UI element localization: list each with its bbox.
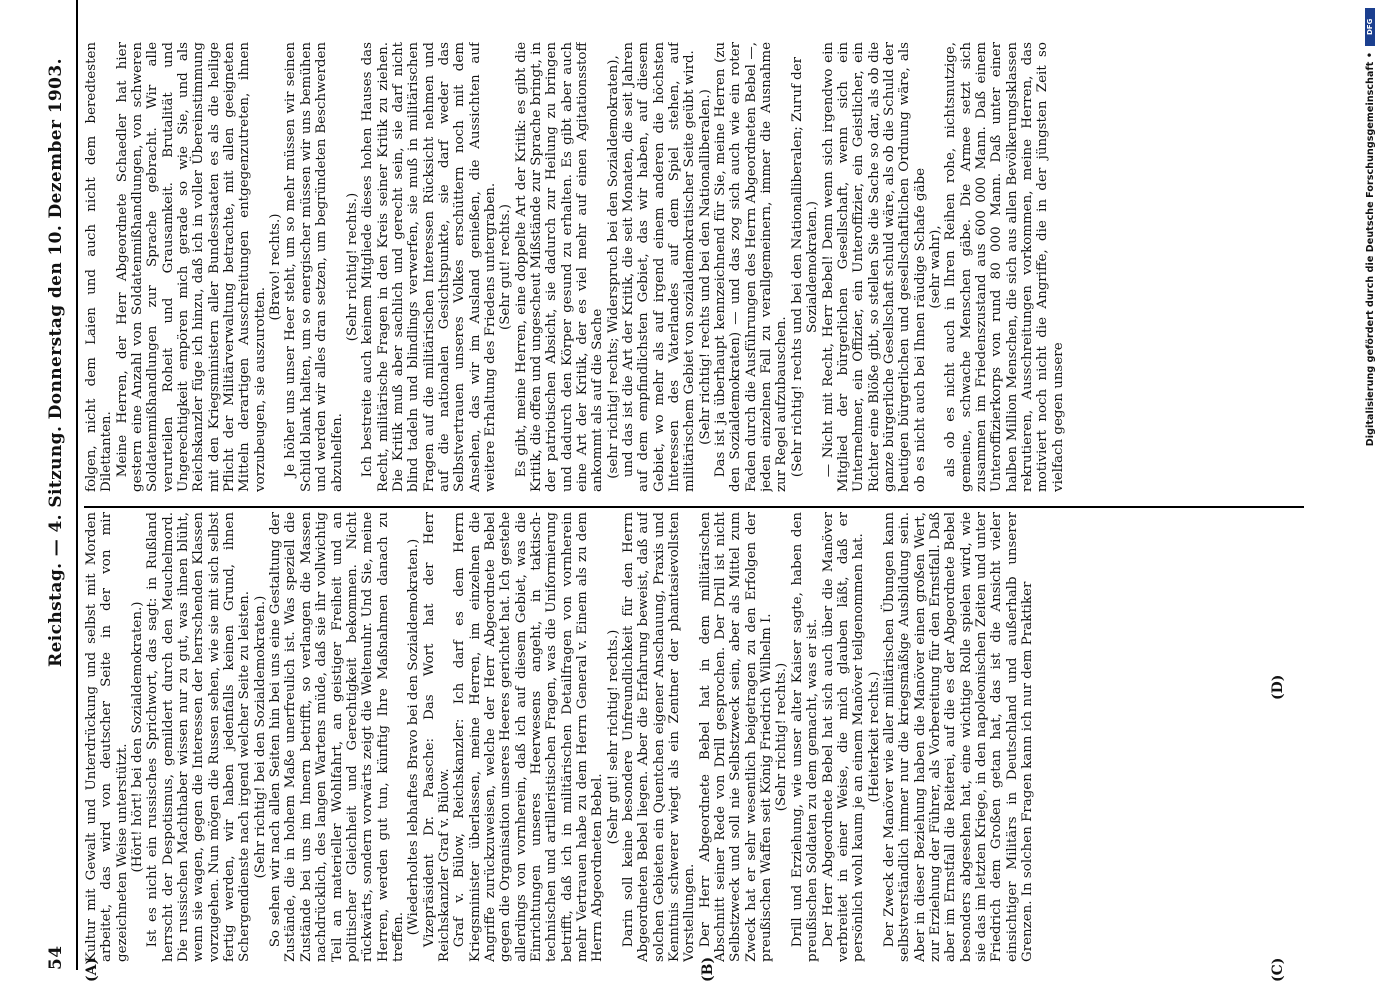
paragraph: (sehr wahr),: [927, 225, 943, 309]
paragraph: Der Zweck der Manöver wie aller militärischen Übungen kann selbstverständlich immer nur die kriegsmäßige Ausbildung sein. Aber in dieser Beziehung haben die Manöver einen großen Wert, zur Erziehung der Führer, als Vorbereitung für den Ernstfall. Daß aber im Ernstfall die Reiterei, auf die es der Abgeordnete Bebel besonders abgesehen hat, eine wichtige Rolle spielen wird, wie sie das im letzten Kriege, in den napoleonischen Zeiten und unter Friedrich dem Großen getan hat, das ist die Ansicht vieler einsichtiger Militärs in Deutschland und außerhalb unserer Grenzen. In solchen Fragen kann ich nur dem Praktiker: [881, 512, 1035, 962]
paragraph: Vizepräsident Dr. Paasche: Das Wort hat der Herr Reichskanzler Graf v. Bülow.: [421, 512, 452, 962]
paragraph: (Sehr richtig! rechts.): [774, 662, 790, 812]
paragraph: folgen, nicht dem Laien und auch nicht dem beredtesten Dilettanten.: [84, 42, 115, 492]
paragraph: (Sehr richtig! bei den Sozialdemokraten.): [252, 595, 268, 879]
page-title: Reichstag. — 4. Sitzung. Donnerstag den 10. Dezember 1903.: [46, 58, 66, 667]
paragraph: So sehen wir nach allen Seiten hin bei uns eine Gestaltung der Zustände, die in hohem Maße unerfreulich ist. Was speziell die Zustände bei uns im Innern betrifft, so verlangen die Massen nachdrücklich, des langen Wartens müde, daß sie ihr vollwichtig Teil an materieller Wohlfahrt, an geistiger Freiheit und an politischer Gleichheit und Gerechtigkeit bekommen. Nicht rückwärts, sondern vorwärts zeigt die Weltenuhr. Und Sie, meine Herren, werden gut tun, künftig Ihre Maßnahmen danach zu treffen.: [268, 512, 406, 962]
page-number: 54: [46, 945, 66, 970]
paragraph: Ich bestreite auch keinem Mitgliede dieses hohen Hauses das Recht, militärische Fragen in den Kreis seiner Kritik zu ziehen. Die Kritik muß aber sachlich und gerecht sein, sie darf nicht blind tadeln und blindlings verwerfen, sie muß in militärischen Fragen auf die militärischen Interessen Rücksicht nehmen und auf die nationalen Gesichtspunkte, sie darf weder das Selbstvertrauen unseres Volkes erschüttern noch mit dem Ansehen, das wir im Ausland genießen, die Aussichten auf weitere Erhaltung des Friedens untergraben.: [360, 42, 498, 492]
paragraph: Ist es nicht ein russisches Sprichwort, das sagt: in Rußland herrscht der Despotismus, gemildert durch den Meuchelmord. Die russischen Machthaber wissen nur zu gut, was ihnen blüht, wenn sie wagen, gegen die Interessen der herrschenden Klassen vorzugehen. Nun mögen die Russen sehen, wie sie mit sich selbst fertig werden, wir haben jedenfalls keinen Grund, ihnen Schergendienste nach irgend welcher Seite zu leisten.: [145, 512, 253, 962]
paragraph: Graf v. Bülow, Reichskanzler: Ich darf es dem Herrn Kriegsminister überlassen, meine Herren, im einzelnen die Angriffe zurückzuweisen, welche der Herr Abgeordnete Bebel gegen die Organisation unseres Heeres gerichtet hat. Ich gestehe allerdings von vornherein, daß ich auf diesem Gebiet, was die Einrichtungen unseres Heerwesens angeht, in taktisch-technischen und artilleristischen Fragen, was die Uniformierung betrifft, daß ich in militärischen Detailfragen von vornherein mehr Vertrauen habe zu dem Herrn General v. Einem als zu dem Herrn Abgeordneten Bebel.: [452, 512, 606, 962]
paragraph: (Wiederholtes lebhaftes Bravo bei den Sozialdemokraten.): [406, 538, 422, 936]
margin-marker-c: (C): [1270, 957, 1286, 982]
dfg-logo: DFG: [1365, 8, 1375, 46]
paragraph: (Hört! hört! bei den Sozialdemokraten.): [130, 601, 146, 873]
paragraph: (Sehr gut! rechts.): [498, 204, 514, 331]
paragraph: (Sehr richtig! rechts und bei den Nationalliberalen.): [697, 89, 713, 445]
paragraph: Darin soll keine besondere Unfreundlichkeit für den Herrn Abgeordneten Bebel liegen. Aber die Erfahrung beweist, daß auf solchen Gebieten ein Quentchen eigener Anschauung, Praxis und Kenntnis schwerer wiegt als ein Zentner der phantasievollsten Vorstellungen.: [621, 512, 698, 962]
paragraph: Das ist ja überhaupt kennzeichnend für Sie, meine Herren (zu den Sozialdemokraten) — und das zog sich auch wie ein roter Faden durch die Ausführungen des Herrn Abgeordneten Bebel —, jeden einzelnen Fall zu verallgemeinern, immer die Ausnahme zur Regel aufzubauschen.: [713, 42, 790, 492]
paragraph: und das ist die Art der Kritik, die seit Monaten, die seit Jahren auf dem empfindlichsten Gebiet, das wir haben, auf diesem Gebiet, wo mehr als auf irgend einem anderen die höchsten Interessen des Vaterlandes auf dem Spiel stehen, auf militärischem Gebiet von sozialdemokratischer Seite geübt wird.: [621, 42, 698, 492]
paragraph: Kultur mit Gewalt und Unterdrückung und selbst mit Morden arbeitet, das wird von deutscher Seite in der von mir gezeichneten Weise unterstützt.: [84, 512, 130, 962]
paragraph: (sehr richtig! rechts; Widerspruch bei den Sozialdemokraten),: [605, 55, 621, 479]
paragraph: Meine Herren, der Herr Abgeordnete Schaedler hat hier gestern eine Anzahl von Soldatenmißhandlungen, von schweren Soldatenmißhandlungen zur Sprache gebracht. Wir alle verurteilen Roheit und Grausamkeit. Brutalität und Ungerechtigkeit empören mich gerade so wie Sie, und als Reichskanzler füge ich hinzu, daß ich in voller Übereinstimmung mit den Kriegsministern aller Bundesstaaten es als die heilige Pflicht der Militärverwaltung betrachte, mit allen geeigneten Mitteln derartigen Ausschreitungen entgegenzutreten, ihnen vorzubeugen, sie auszurotten.: [114, 42, 268, 492]
margin-marker-d: (D): [1270, 674, 1286, 700]
paragraph: Je höher uns unser Heer steht, um so mehr müssen wir seinen Schild blank halten, um so energischer müssen wir uns bemühen und werden wir alles dran setzen, um begründeten Beschwerden abzuhelfen.: [283, 42, 345, 492]
paragraph: Drill und Erziehung, wie unser alter Kaiser sagte, haben den preußischen Soldaten zu dem gemacht, was er ist.: [789, 512, 821, 962]
paragraph: — Nicht mit Recht, Herr Bebel! Denn wenn sich irgendwo ein Mitglied der bürgerlichen Gesellschaft, wenn sich ein Unternehmer, ein Offizier, ein Unteroffizier, ein Geistlicher, ein Richter eine Blöße gibt, so stellen Sie die Sache so dar, als ob die ganze bürgerliche Gesellschaft schuld wäre, als ob die Schuld der heutigen bürgerlichen und gesellschaftlichen Ordnung wäre, als ob es nicht auch bei Ihnen räudige Schafe gäbe: [820, 42, 928, 492]
text-column-left: [84, 512, 1304, 962]
digitization-credit: Digitalisierung gefördert durch die Deutsche Forschungsgemeinschaft •: [1365, 52, 1376, 447]
margin-marker-a: (A): [84, 957, 100, 982]
paragraph: (Heiterkeit rechts.): [866, 671, 882, 803]
paragraph: Es gibt, meine Herren, eine doppelte Art der Kritik: es gibt die Kritik, die offen und ungescheut Mißstände zur Sprache bringt, in der patriotischen Absicht, sie dadurch zur Heilung zu bringen und dadurch den Körper gesund zu erhalten. Es gibt aber auch eine Art der Kritik, der es viel mehr auf einen Agitationsstoff ankommt als auf die Sache: [513, 42, 606, 492]
paragraph: (Bravo! rechts.): [268, 213, 284, 321]
paragraph: (Sehr richtig! rechts und bei den Nationalliberalen; Zuruf der Sozialdemokraten.): [789, 56, 821, 478]
paragraph: (Sehr richtig! rechts.): [344, 192, 360, 342]
paragraph: als ob es nicht auch in Ihren Reihen rohe, nichtsnutzige, gemeine, schwache Menschen gäbe. Die Armee setzt sich zusammen im Friedenszustand aus 600 000 Mann. Daß einem Unteroffizierkorps von rund 80 000 Mann. Daß unter einer halben Million Menschen, die sich aus allen Bevölkerungsklassen rekrutieren, Ausschreitungen vorkommen, meine Herren, das motiviert noch nicht die Angriffe, die in der jüngsten Zeit so vielfach gegen unsere: [943, 42, 1066, 492]
margin-marker-b: (B): [700, 956, 716, 982]
column-divider: [84, 506, 1304, 508]
text-column-right: [84, 42, 1304, 492]
page-header: [44, 0, 72, 970]
paragraph: Der Herr Abgeordnete Bebel hat in dem militärischen Abschnitt seiner Rede von Drill gesprochen. Der Drill ist nicht Selbstzweck und soll nie Selbstzweck sein, aber als Mittel zum Zweck hat er sehr wesentlich beigetragen zu den Erfolgen der preußischen Waffen seit König Friedrich Wilhelm I.: [697, 512, 775, 962]
header-rule: [76, 0, 78, 970]
paragraph: (Sehr gut! sehr richtig! rechts.): [605, 629, 621, 845]
paragraph: Der Herr Abgeordnete Bebel hat sich auch über die Manöver verbreitet in einer Weise, die mich glauben läßt, daß er persönlich wohl kaum je an einem Manöver teilgenommen hat.: [820, 512, 867, 962]
